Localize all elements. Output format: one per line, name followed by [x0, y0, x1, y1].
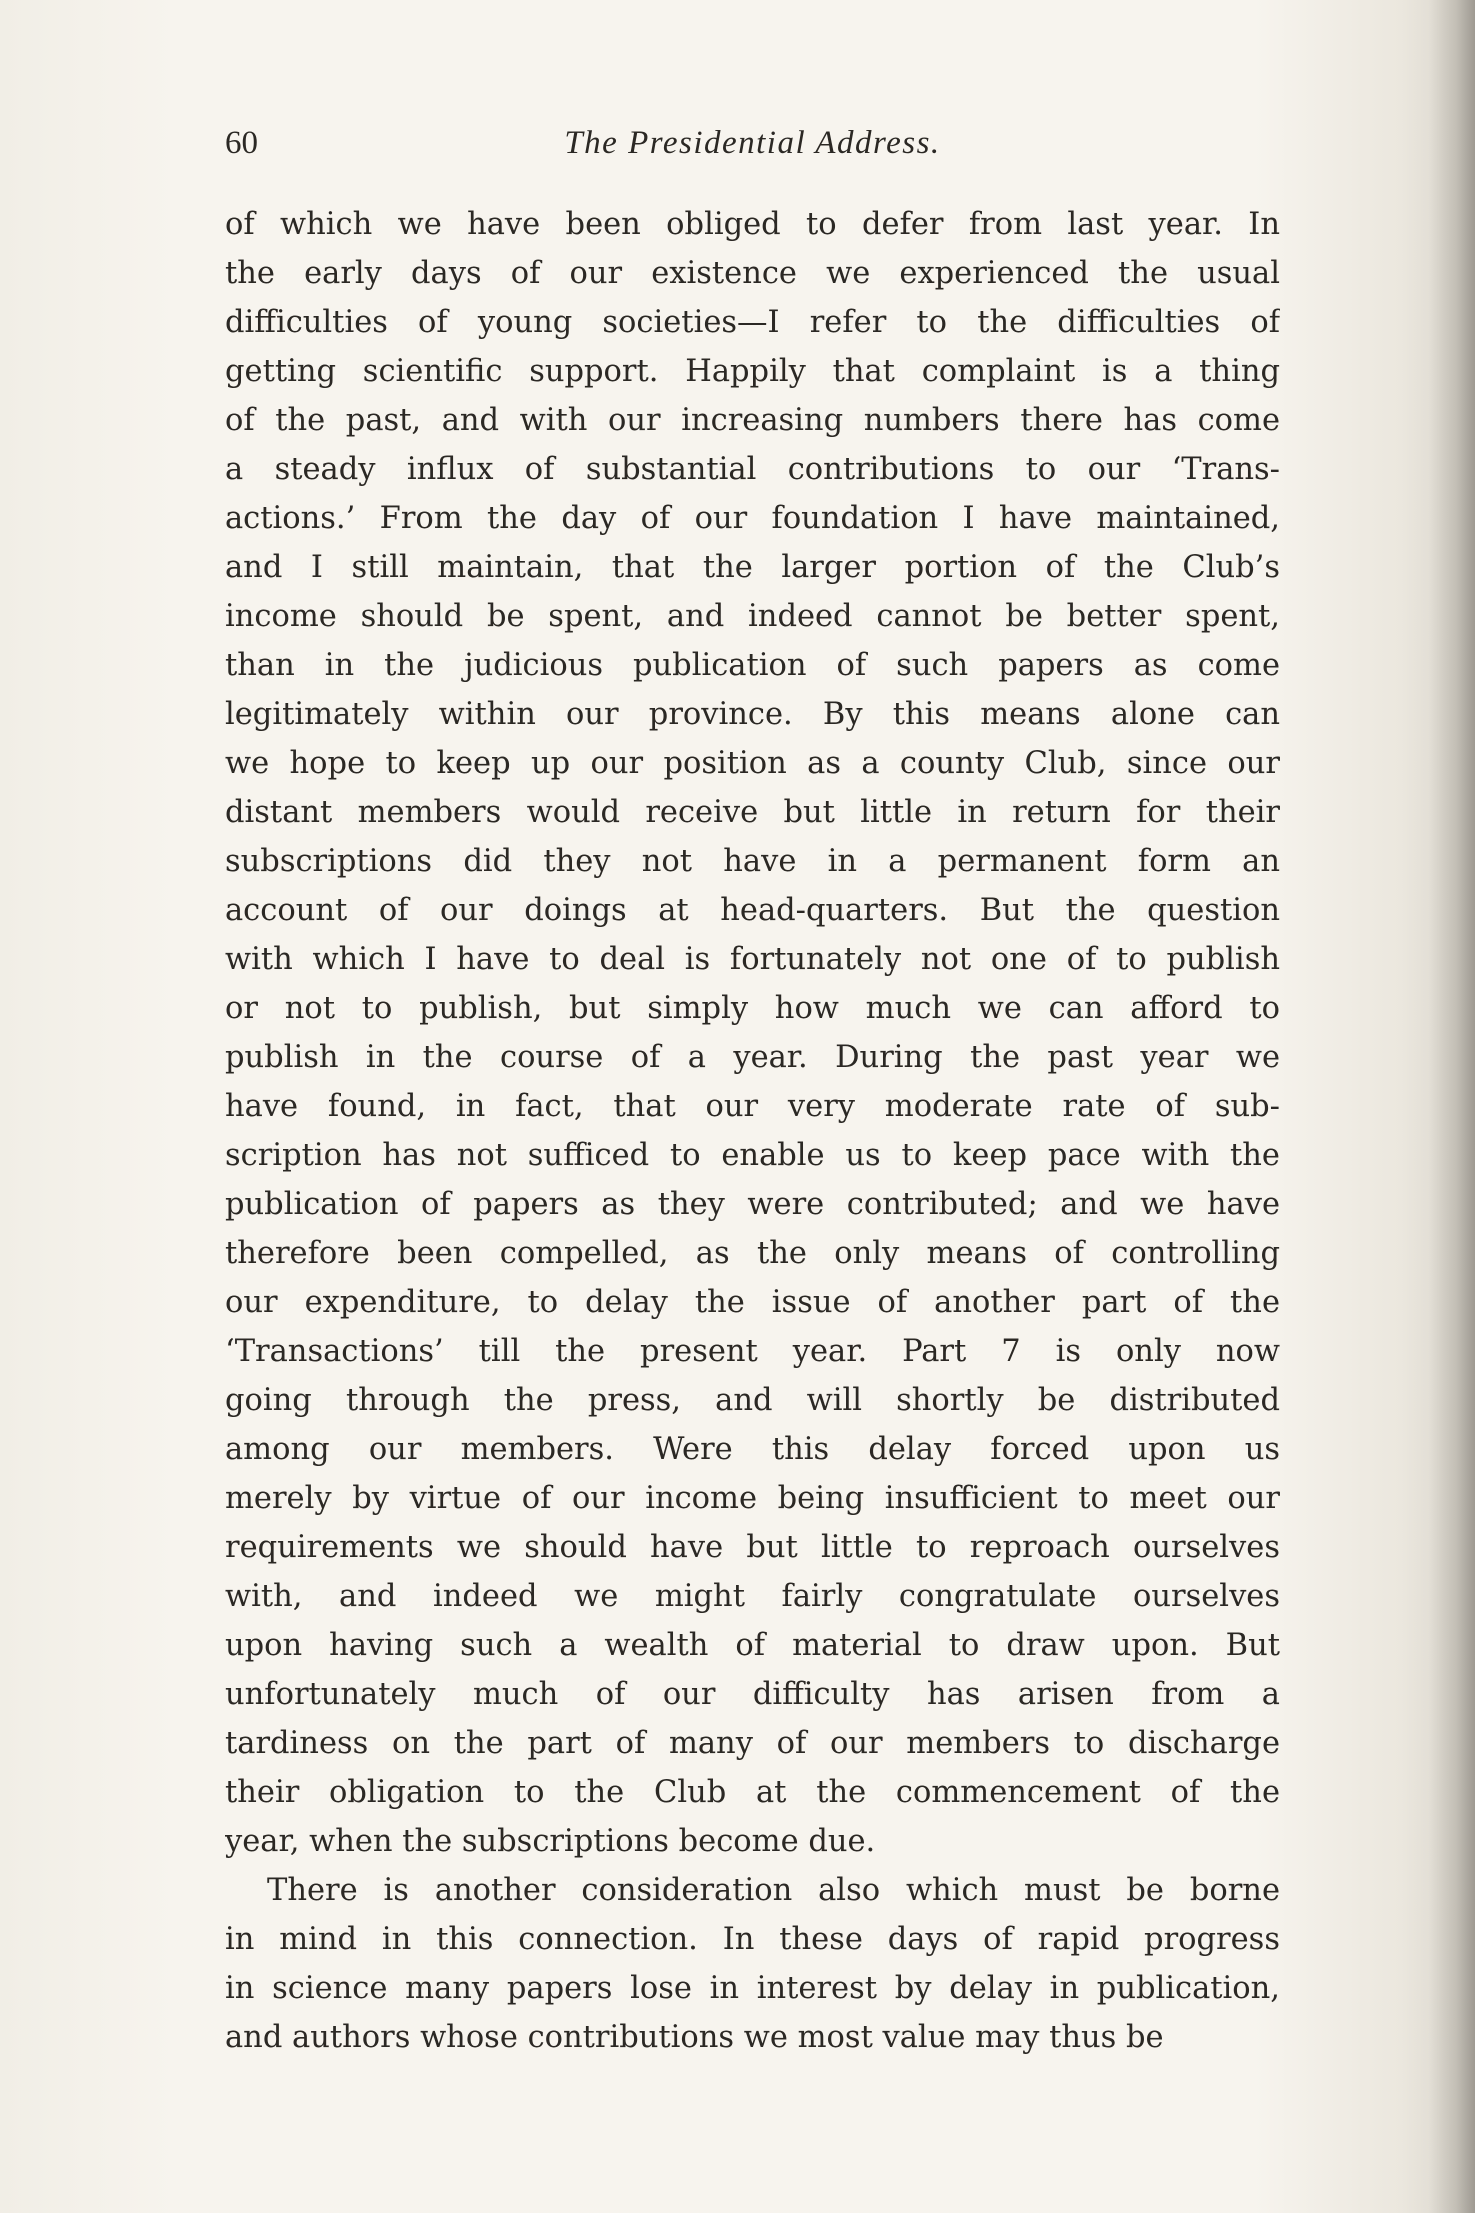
text-line: distant members would receive but little in return for their [225, 795, 1280, 830]
text-line: and I still maintain, that the larger portion of the Club’s [225, 550, 1280, 585]
text-line: going through the press, and will shortly be distributed [225, 1383, 1280, 1418]
text-line: There is another consideration also which must be borne [267, 1873, 1280, 1908]
paragraph [225, 200, 1280, 1866]
text-line: and authors whose contributions we most value may thus be [225, 2020, 1164, 2055]
text-line: with, and indeed we might fairly congratulate ourselves [225, 1579, 1280, 1614]
text-line: in science many papers lose in interest by delay in publication, [225, 1971, 1280, 2006]
text-line: of the past, and with our increasing numbers there has come [225, 403, 1280, 438]
page-number: 60 [225, 125, 258, 161]
text-line: year, when the subscriptions become due. [225, 1824, 876, 1859]
text-line: actions.’ From the day of our foundation I have maintained, [225, 501, 1280, 536]
text-line: publish in the course of a year. During the past year we [225, 1040, 1280, 1075]
text-line: among our members. Were this delay forced upon us [225, 1432, 1280, 1467]
text-line: tardiness on the part of many of our members to discharge [225, 1726, 1280, 1761]
text-line: ‘Transactions’ till the present year. Part 7 is only now [225, 1334, 1280, 1369]
body-text [225, 200, 1280, 2062]
text-line: than in the judicious publication of such papers as come [225, 648, 1280, 683]
text-line: a steady influx of substantial contributions to our ‘Trans- [225, 452, 1280, 487]
text-line: difficulties of young societies—I refer to the difficulties of [225, 305, 1280, 340]
text-line: with which I have to deal is fortunately not one of to publish [225, 942, 1280, 977]
text-line: have found, in fact, that our very moderate rate of sub- [225, 1089, 1280, 1124]
text-line: or not to publish, but simply how much we can afford to [225, 991, 1280, 1026]
text-line: unfortunately much of our difficulty has arisen from a [225, 1677, 1280, 1712]
text-line: therefore been compelled, as the only means of controlling [225, 1236, 1280, 1271]
text-line: publication of papers as they were contributed; and we have [225, 1187, 1280, 1222]
running-title: The Presidential Address. [564, 125, 941, 161]
text-line: the early days of our existence we experienced the usual [225, 256, 1280, 291]
text-line: in mind in this connection. In these days of rapid progress [225, 1922, 1280, 1957]
text-line: our expenditure, to delay the issue of another part of the [225, 1285, 1280, 1320]
text-line: account of our doings at head-quarters. But the question [225, 893, 1280, 928]
text-line: requirements we should have but little to reproach ourselves [225, 1530, 1280, 1565]
text-line: scription has not sufficed to enable us to keep pace with the [225, 1138, 1280, 1173]
text-line: we hope to keep up our position as a county Club, since our [225, 746, 1280, 781]
paragraph [225, 1866, 1280, 2062]
text-line: legitimately within our province. By this means alone can [225, 697, 1280, 732]
text-line: income should be spent, and indeed cannot be better spent, [225, 599, 1280, 634]
text-line: subscriptions did they not have in a permanent form an [225, 844, 1280, 879]
page-header [225, 118, 1280, 168]
text-line: of which we have been obliged to defer from last year. In [225, 207, 1280, 242]
text-line: getting scientific support. Happily that complaint is a thing [225, 354, 1280, 389]
page-edge-shadow [1429, 0, 1475, 2213]
text-line: upon having such a wealth of material to draw upon. But [225, 1628, 1280, 1663]
text-line: their obligation to the Club at the commencement of the [225, 1775, 1280, 1810]
text-line: merely by virtue of our income being insufficient to meet our [225, 1481, 1280, 1516]
